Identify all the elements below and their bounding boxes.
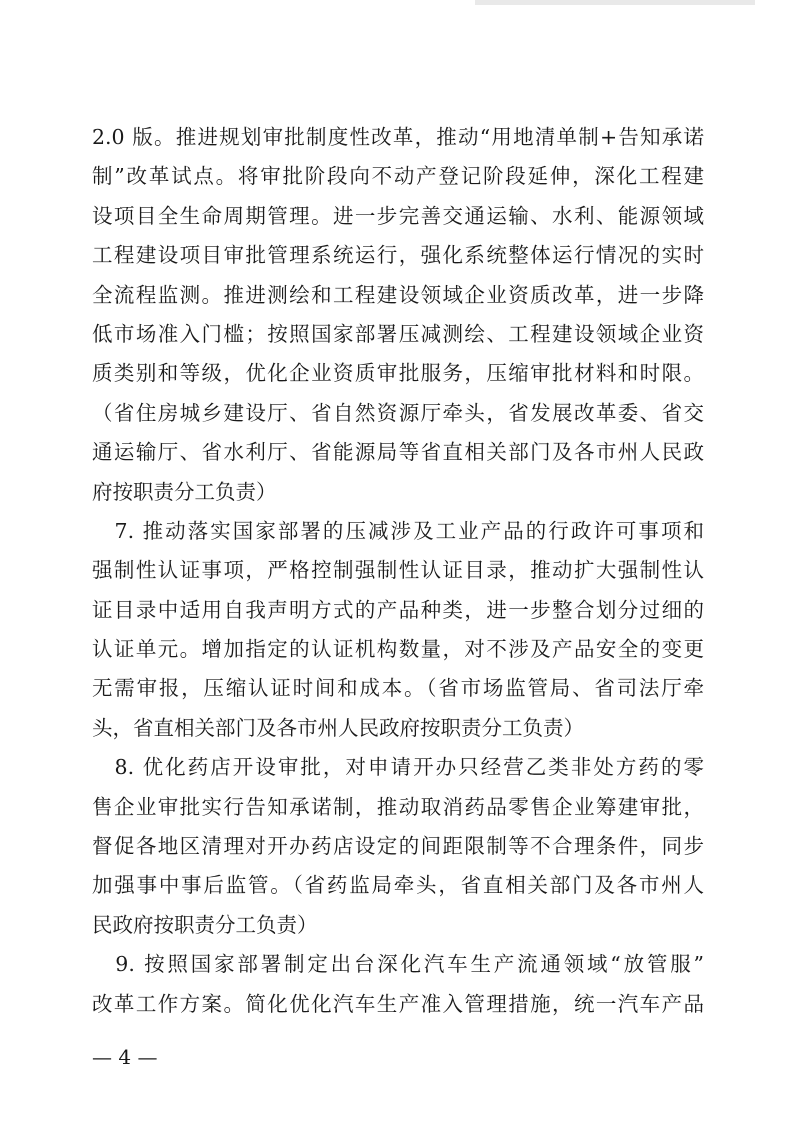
scan-edge-mark: [475, 0, 755, 5]
text-line: 质类别和等级，优化企业资质审批服务，压缩审批材料和时限。: [92, 361, 704, 386]
text-line: 头，省直相关部门及各市州人民政府按职责分工负责）: [92, 715, 584, 740]
text-line: 督促各地区清理对开办药店设定的间距限制等不合理条件，同步: [92, 834, 704, 859]
text-line: 改革工作方案。简化优化汽车生产准入管理措施，统一汽车产品: [92, 991, 704, 1016]
text-line: 认证单元。增加指定的认证机构数量，对不涉及产品安全的变更: [92, 637, 704, 662]
text-line: 售企业审批实行告知承诺制，推动取消药品零售企业筹建审批，: [92, 794, 704, 819]
text-line: 制”改革试点。将审批阶段向不动产登记阶段延伸，深化工程建: [92, 164, 704, 189]
text-line: 强制性认证事项，严格控制强制性认证目录，推动扩大强制性认: [92, 558, 704, 583]
text-line: 加强事中事后监管。（省药监局牵头，省直相关部门及各市州人: [92, 873, 704, 898]
text-line: （省住房城乡建设厅、省自然资源厅牵头，省发展改革委、省交: [92, 400, 704, 425]
text-line: 全流程监测。推进测绘和工程建设领域企业资质改革，进一步降: [92, 282, 704, 307]
text-line: 低市场准入门槛；按照国家部署压减测绘、工程建设领域企业资: [92, 321, 704, 346]
text-line: 民政府按职责分工负责）: [92, 912, 318, 937]
text-line: 证目录中适用自我声明方式的产品种类，进一步整合划分过细的: [92, 597, 704, 622]
text-line: 8. 优化药店开设审批，对申请开办只经营乙类非处方药的零: [92, 755, 704, 780]
page-number: — 4 —: [92, 1045, 158, 1069]
text-line: 工程建设项目审批管理系统运行，强化系统整体运行情况的实时: [92, 243, 704, 268]
text-line: 通运输厅、省水利厅、省能源局等省直相关部门及各市州人民政: [92, 440, 704, 465]
text-line: 设项目全生命周期管理。进一步完善交通运输、水利、能源领域: [92, 203, 704, 228]
text-line: 无需审报，压缩认证时间和成本。（省市场监管局、省司法厅牵: [92, 676, 704, 701]
text-line: 府按职责分工负责）: [92, 479, 277, 504]
text-line: 7. 推动落实国家部署的压减涉及工业产品的行政许可事项和: [92, 518, 704, 543]
text-line: 2.0 版。推进规划审批制度性改革，推动“用地清单制+告知承诺: [92, 125, 704, 149]
text-line: 9. 按照国家部署制定出台深化汽车生产流通领域“放管服”: [92, 952, 704, 977]
body-text: [92, 118, 704, 1024]
